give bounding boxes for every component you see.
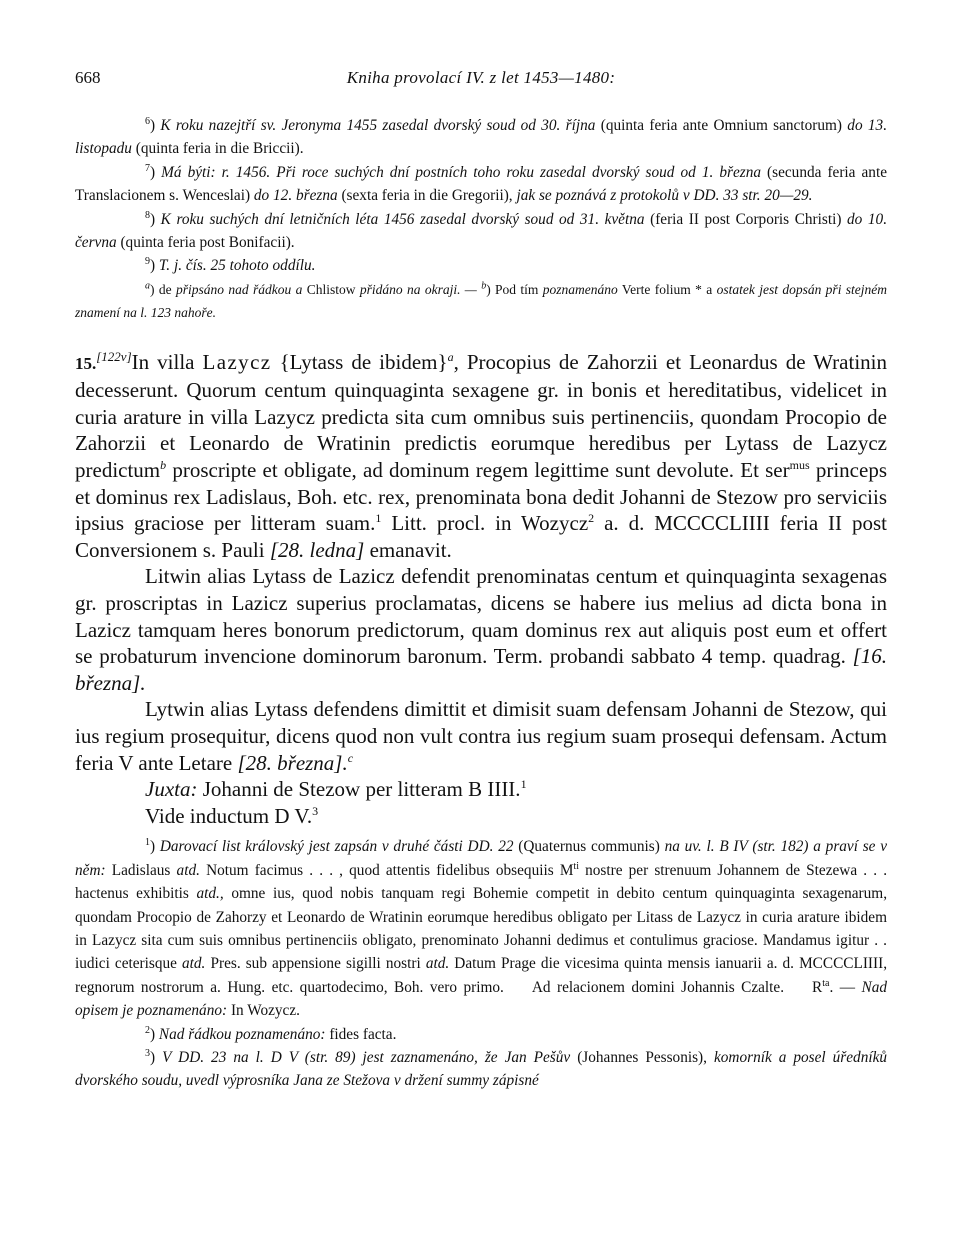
footnote-text: Ladislaus [111,861,171,879]
entry-paragraph-5 [75,803,887,830]
footnote-mark: 7 [145,162,150,174]
juxta-label: Juxta: [145,777,198,802]
entry-text: In villa [131,349,195,374]
entry-text: {Lytass de ibidem} [279,349,448,374]
footnote-text: omne ius, quod nobis tanquam regi Bohemie competit in debito centum quinquaginta sexagenarum, quondam Procopio de Zahorzy et Leonardo de Wratinin eorumque heredibus obligato per Litass de Lazycz in curia arature ibidem in Lazycz sita cum suis omnibus pertinenciis obligato, prenominato Johanni dedimus et contulimus graciose. Mandamus igitur . . iudici ceterisque [75,885,888,973]
footnote-italic: na uv. l. B IV (str. 182) a praví se v něm: [75,838,888,879]
footnote-text: Pres. sub appensione sigilli nostri [210,955,421,973]
date-annotation: [16. března]. [75,644,887,695]
footnote-italic: Darovací list královský jest zapsán v druhé části DD. 22 [159,838,514,856]
footnote-2: $^2$) Nad řádkou poznamenáno: fides facta. [145,1024,397,1043]
entry-paragraph-3 [75,696,887,776]
footnote-text: Datum Prage die vicesima quinta mensis ianuarii a. d. MCCCCLIIII, regnorum nostrorum a. Hung. etc. quartodecimo, Boh. vero primo. [75,955,888,996]
entry-paragraph-4 [75,776,887,803]
footnote-text: R [812,978,823,996]
entry-text: a. d. MCCCCLIIII feria II post Conversionem s. Pauli [75,511,887,562]
entry-text: Vide inductum D V. [145,803,313,828]
footnote-6: $^6$) K roku nazejtří sv. Jeronyma 1455 zasedal dvorský soud od 30. října (quinta feria ante Omnium sanctorum) do 13. listopadu (quinta feria in die Briccii). [75,115,888,158]
footnote-text: nostre per strenuum Johannem de Stezewa . . . hactenus exhibitis [75,861,888,903]
footnote-mark: b [481,280,487,292]
page-number: 668 [75,68,101,87]
footnote-mark: 1 [145,837,150,849]
date-annotation: [28. ledna] [269,537,365,562]
footnote-mark: 3 [312,803,319,818]
footnote-italic: jak se poznává z protokolů v DD. 33 str. 20—29. [516,187,813,205]
folio-reference: [122v] [96,348,132,364]
footnote-a-b: $^a$) de připsáno nad řádkou a Chlistow přidáno na okraji. — $^b$) Pod tím poznamenáno Verte folium * a ostatek jest dopsán při stejném znamení na l. 123 nahoře. [75,280,888,321]
footnote-text: Ad relacionem domini Johannis Czalte. [531,978,785,996]
footnote-text: (quinta feria ante Omnium sanctorum) [600,117,842,134]
footnote-italic: atd. [182,955,206,973]
footnote-italic: připsáno nad řádkou a [175,281,303,297]
footnote-mark: a [447,349,454,364]
footnote-italic: do 12. března [253,187,338,205]
footnote-7: $^7$) Má býti: r. 1456. Při roce suchých dní postních toho roku zasedal dvorský soud od 1. března (secunda feria ante Translacionem s. Wenceslai) do 12. března (sexta feria in die Gregorii), jak se poznává z protokolů v DD. 33 str. 20—29. [75,162,887,205]
footnote-italic: do 13. listopadu [75,117,888,158]
footnote-text: fides facta. [329,1025,397,1043]
footnote-italic: K roku suchých dní letničních léta 1456 zasedal dvorský soud od 31. května [160,210,645,228]
entry-text: Johanni de Stezow per litteram B IIII. [202,777,521,802]
abbreviation-superscript: ti [573,860,579,872]
footnote-italic: V DD. 23 na l. D V (str. 89) jest zaznamenáno, že Jan Pešův [162,1049,571,1066]
footnote-text: Chlistow [306,281,356,297]
footnote-italic: komorník a posel úředníků dvorského soudu, uvedl výprosníka Jana ze Stežova v držení summy zápisné [75,1049,888,1090]
footnote-text: (Johannes Pessonis), [577,1049,707,1066]
footnote-9: $^9$) T. j. čís. 25 tohoto oddílu. [145,256,316,275]
footnote-italic: Nad opisem je poznamenáno: [75,978,887,1020]
footnote-mark: a [145,280,150,292]
footnote-italic: do 10. června [75,210,888,252]
abbreviation-superscript: ta [822,977,830,989]
footnote-italic: poznamenáno [542,281,618,297]
footnote-1: $^1$) Darovací list královský jest zapsán v druhé části DD. 22 (Quaternus communis) na uv. l. B IV (str. 182) a praví se v něm: Ladislaus atd. Notum facimus . . . , quod attentis fidelibus obsequiis $M^{ti}$ nostre per strenuum Johannem de Stezewa . . . hactenus exhibitis atd., omne ius, quod nobis tanquam regi Bohemie competit in debito centum quinquaginta sexagenarum, quondam Procopio de Zahorzy et Leonardo de Wratinin eorumque heredibus obligato per Litass de Lazycz in curia arature ibidem in Lazycz sita cum suis omnibus pertinenciis obligato, prenominato Johanni dedimus et contulimus graciose. Mandamus igitur . . iudici ceterisque atd. Pres. sub appensione sigilli nostri atd. Datum Prage die vicesima quinta mensis ianuarii a. d. MCCCCLIIII, regnorum nostrorum a. Hung. etc. quartodecimo, Boh. vero primo. Ad relacionem domini Johannis Czalte. $R^{ta}$. — Nad opisem je poznamenáno: In Wozycz. [75,837,888,1020]
running-title: Kniha provolací IV. z let 1453—1480: [346,68,616,87]
footnote-8: $^8$) K roku suchých dní letničních léta 1456 zasedal dvorský soud od 31. května (feria II post Corporis Christi) do 10. června (quinta feria post Bonifacii). [75,209,888,252]
footnote-mark: 2 [145,1024,150,1036]
footnote-italic: Nad řádkou poznamenáno: [158,1025,326,1043]
footnote-text: (feria II post Corporis Christi) [650,210,842,228]
footnote-italic: atd., [196,885,224,903]
footnote-text: . — [829,978,856,996]
footnote-text: (quinta feria in die Briccii). [135,140,304,158]
footnote-3: $^3$) V DD. 23 na l. D V (str. 89) jest zaznamenáno, že Jan Pešův (Johannes Pessonis), komorník a posel úředníků dvorského soudu, uvedl výprosníka Jana ze Stežova v držení summy zápisné [75,1047,888,1090]
footnote-italic: atd. [425,955,450,973]
footnote-mark: 2 [588,511,595,526]
footnote-mark: 1 [520,777,527,792]
entry-number: 15. [75,353,97,373]
entry-text: Litwin alias Lytass de Lazicz defendit prenominatas centum et quinquaginta sexagenas gr. proscriptas in Lazicz superius proclamatas, dicens se habere ius melius ad dicta bona in Lazicz tamquam heres bonorum predictorum, quam dominus rex aut aliquis post eum et offert se probaturum invencione dominorum baronum. Term. probandi sabbato 4 temp. quadrag. [75,564,887,669]
entry-text: Lytwin alias Lytass defendens dimittit et dimisit suam defensam Johanni de Stezow, qui ius regium prosequitur, dicens quod non vult contra ius regium suam prosequi defensam. Actum feria V ante Letare [75,697,887,775]
footnote-italic: přidáno na okraji. — [359,281,477,297]
page-header [75,62,887,92]
entry-text: emanavit. [364,537,452,562]
footnote-mark: 3 [145,1047,150,1059]
footnote-text: (secunda feria ante Translacionem s. Wenceslai) [75,163,887,205]
entry-text: , Procopius de Zahorzii et Leonardus de Wratinin decesserunt. Quorum centum quinquaginta sexagene gr. in bonis et hereditatibus, videlicet in curia arature in villa Lazycz predicta sita cum omnibus suis pertinenciis, quondam Procopio de Zahorzii et Leonardo de Wratinin predictis eorumque heredibus per Lytass de Lazycz predictum [75,349,887,483]
footnote-italic: ostatek jest dopsán při stejném znamení na l. 123 nahoře. [75,281,888,321]
abbreviation-superscript: mus [789,458,810,473]
entry-15 [75,349,887,830]
footnotes-top [75,114,887,325]
entry-text: Litt. procl. in Wozycz [381,511,589,536]
date-annotation: [28. března]. [237,750,348,775]
place-name: Lazycz [202,349,272,374]
footnote-text: (sexta feria in die Gregorii), [341,187,513,205]
footnote-italic: atd. [176,861,200,879]
footnote-text: Notum facimus . . . , quod attentis fidelibus obsequiis M [206,861,574,879]
footnote-text: (quinta feria post Bonifacii). [120,234,295,252]
footnote-italic: T. j. čís. 25 tohoto oddílu. [158,257,316,275]
footnote-mark: 6 [145,115,150,127]
footnotes-bottom [75,835,887,1092]
footnote-text: Verte folium * a [621,281,713,297]
footnote-mark: b [160,458,167,473]
footnote-text: (Quaternus communis) [518,838,660,856]
footnote-italic: K roku nazejtří sv. Jeronyma 1455 zasedal dvorský soud od 30. října [160,117,596,134]
entry-paragraph-2 [75,563,887,696]
footnote-mark: 9 [145,256,150,268]
footnote-mark: 1 [375,511,382,526]
footnote-text: In Wozycz. [230,1002,300,1020]
entry-paragraph-1 [75,349,887,564]
footnote-mark: c [347,750,354,765]
footnote-mark: 8 [145,209,150,221]
entry-text: proscripte et obligate, ad dominum regem legittime sunt devolute. Et ser [166,458,790,483]
footnote-italic: Má býti: r. 1456. Při roce suchých dní postních toho roku zasedal dvorský soud od 1. března [161,163,761,181]
footnote-text: de [158,281,172,297]
footnote-text: Pod tím [495,281,539,297]
page [75,62,887,1093]
entry-text: princeps et dominus rex Ladislaus, Boh. etc. rex, prenominata bona dedit Johanni de Stezow pro serviciis ipsius graciose per litteram suam. [75,458,887,536]
